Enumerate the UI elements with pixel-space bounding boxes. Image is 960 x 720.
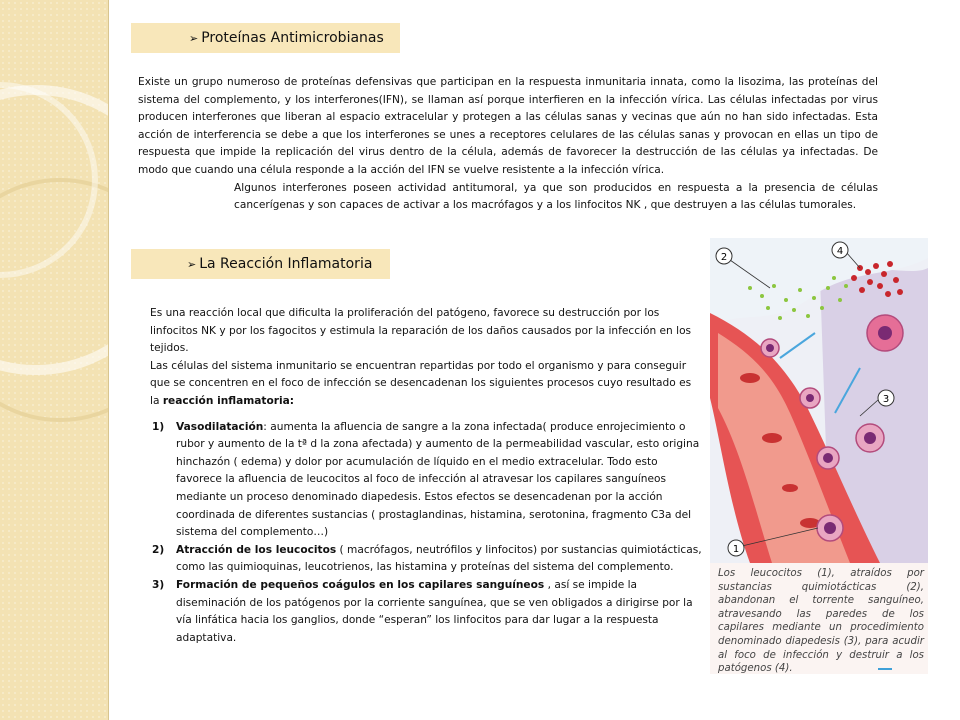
section-header-antimicrobial bbox=[131, 23, 400, 53]
section-title: Proteínas Antimicrobianas bbox=[201, 30, 384, 46]
list-number: 2) bbox=[152, 543, 165, 556]
diagram-label: 4 bbox=[836, 246, 844, 257]
list-item-text: : aumenta la afluencia de sangre a la zona infectada( produce enrojecimiento o rubor y aumento de la tª d la zona afectada) y aumento de la permeabilidad vascular, esto origina hinchazón ( edema) y dolor por acumulación de líquido en el medio extracelular. Todo esto favorece la afluencia de leucocitos al foco de infección al atravesar los capilares sanguíneos mediante un proceso denominado diapedesis. Estos efectos se desencadenan por la acción coordinada de diferentes sustancias ( prostaglandinas, histamina, serotonina, fragmento C3a del sistema del complemento…) bbox=[176, 420, 700, 539]
paragraph: Existe un grupo numeroso de proteínas defensivas que participan en la respuesta inmunitaria innata, como la lisozima, las proteínas del sistema del complemento, y los interferones(IFN), se llaman así porque interfieren en la infección vírica. Las células infectadas por virus producen interferones que liberan al espacio extracelular y protegen a las células sanas y vecinas que aún no han sido infectadas. Esta acción de interferencia se debe a que los interferones se unes a receptores celulares de las células sanas y provocan en ellas un tipo de respuesta que impide la replicación del virus dentro de la célula, además de favorecer la destrucción de las células ya infectadas. De modo que cuando una célula responde a la acción del IFN se vuelve resistente a la infección vírica. bbox=[138, 76, 878, 176]
arrow-bullet-icon: ➢ bbox=[189, 31, 199, 45]
paragraph: Algunos interferones poseen actividad antitumoral, ya que son producidos en respuesta a la presencia de células cancerígenas y son capaces de activar a los macrófagos y a los linfocitos NK , que destruyen a las células tumorales. bbox=[234, 181, 878, 212]
list-item-title: Formación de pequeños coágulos en los capilares sanguíneos bbox=[176, 578, 545, 591]
decorative-rings bbox=[0, 0, 108, 720]
list-item bbox=[150, 419, 702, 542]
arrow-bullet-icon: ➢ bbox=[187, 257, 197, 271]
diagram-label: 3 bbox=[882, 394, 890, 405]
list-item bbox=[150, 542, 702, 577]
antimicrobial-text bbox=[138, 74, 878, 215]
paragraph: Es una reacción local que dificulta la proliferación del patógeno, favorece su destrucción por los linfocitos NK y por los fagocitos y estimula la reparación de los daños causados por la infección en los tejidos. bbox=[150, 307, 692, 355]
list-item-title: Vasodilatación bbox=[176, 420, 264, 433]
process-list bbox=[150, 419, 702, 648]
paragraph bbox=[150, 358, 702, 411]
inflammation-illustration bbox=[710, 238, 928, 674]
inflammatory-text bbox=[150, 305, 702, 647]
bold-term: reacción inflamatoria: bbox=[162, 394, 295, 407]
figure-caption: Los leucocitos (1), atraídos por sustancias quimiotácticas (2), abandonan el torrente sanguíneo, atravesando las paredes de los capilares mediante un procedimiento denominado diapedesis (3), para acudir al foco de infección y destruir a los patógenos (4). bbox=[718, 568, 924, 674]
section-title: La Reacción Inflamatoria bbox=[199, 256, 373, 272]
list-item bbox=[150, 577, 702, 647]
list-item-text: ( macrófagos, neutrófilos y linfocitos) por sustancias quimiotácticas, como las quimioquinas, leucotrienos, las histamina y proteínas del sistema del complemento. bbox=[176, 543, 702, 574]
diagram-label: 1 bbox=[732, 544, 740, 555]
list-number: 1) bbox=[152, 420, 165, 433]
list-number: 3) bbox=[152, 578, 165, 591]
section-header-inflammatory bbox=[131, 249, 390, 279]
diapedesis-diagram bbox=[710, 238, 928, 563]
list-item-title: Atracción de los leucocitos bbox=[176, 543, 337, 556]
list-item-text: , así se impide la diseminación de los patógenos por la corriente sanguínea, que se ven obligados a dirigirse por la vía linfática hacia los ganglios, donde “esperan” los linfocitos para dar lugar a la respuesta adaptativa. bbox=[176, 578, 693, 644]
diagram-label: 2 bbox=[720, 252, 728, 263]
decorative-sidebar bbox=[0, 0, 109, 720]
caption-rule bbox=[878, 668, 892, 670]
paragraph-text: Las células del sistema inmunitario se encuentran repartidas por todo el organismo y para conseguir que se concentren en el foco de infección se desencadenan los siguientes procesos cuyo resultado es la bbox=[150, 359, 692, 407]
